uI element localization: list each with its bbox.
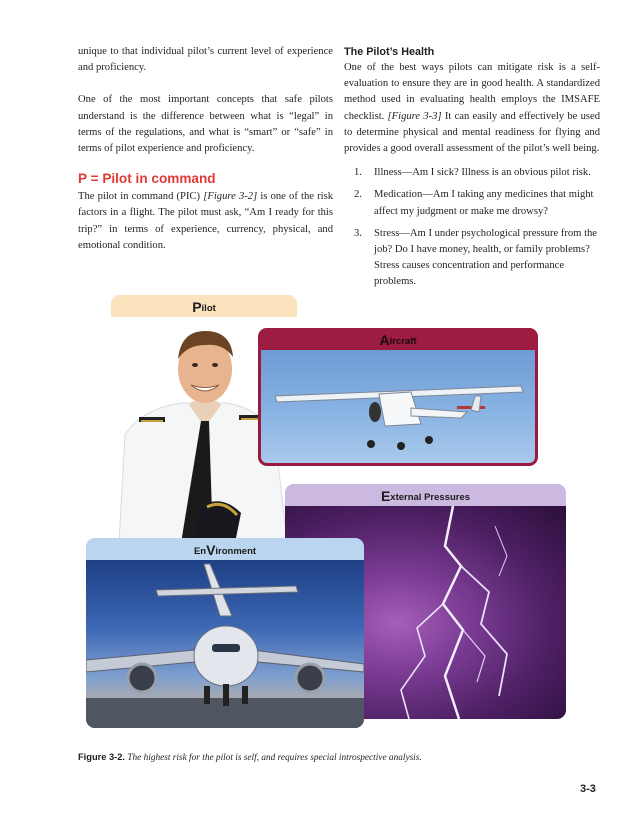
left-column bbox=[78, 44, 333, 254]
section-heading-pilot-in-command: P = Pilot in command bbox=[78, 171, 216, 187]
list-number: 2. bbox=[354, 189, 362, 201]
figure-caption-text: The highest risk for the pilot is self, and requires special introspective analysis. bbox=[125, 753, 422, 763]
paragraph: unique to that individual pilot’s current level of experience and proficiency. bbox=[78, 46, 333, 74]
list-item-text: Illness—Am I sick? Illness is an obvious pilot risk. bbox=[374, 167, 591, 179]
list-item bbox=[344, 165, 600, 181]
panel-label-pilot: P ilot bbox=[111, 295, 297, 317]
list-item-text: Medication—Am I taking any medicines that might affect my judgment or make me drowsy? bbox=[374, 189, 594, 217]
airliner-photo bbox=[86, 560, 364, 728]
figure-panel-aircraft bbox=[258, 328, 538, 466]
panel-label-aircraft: A ircraft bbox=[258, 328, 538, 350]
figure-reference: [Figure 3-3] bbox=[387, 110, 442, 122]
paragraph bbox=[78, 92, 333, 157]
imsafe-list bbox=[344, 165, 600, 290]
figure-panel-environment bbox=[86, 538, 364, 728]
list-number: 1. bbox=[354, 167, 362, 179]
paragraph-text: The pilot in command (PIC) bbox=[78, 191, 204, 203]
panel-label-environment: En V ironment bbox=[86, 538, 364, 560]
aircraft-photo bbox=[261, 350, 535, 463]
list-item bbox=[344, 187, 600, 219]
paragraph bbox=[78, 189, 333, 254]
figure-caption-label: Figure 3-2. bbox=[78, 752, 126, 762]
list-number: 3. bbox=[354, 227, 362, 239]
list-item bbox=[344, 226, 600, 291]
right-column bbox=[344, 44, 600, 297]
paragraph-text: One of the best ways pilots can mitigate risk is a self-evaluation to ensure they are in good health. A standardized method used in evaluating health employs the IMSAFE checklist. bbox=[344, 62, 600, 122]
airliner-illustration bbox=[86, 560, 364, 728]
paragraph-text: is one of the risk factors in a flight. The pilot must ask, “Am I ready for this trip?” in terms of experience, currency, physical, and emotional condition. bbox=[78, 191, 333, 251]
list-item-text: Stress—Am I under psychological pressure from the job? Do I have money, health, or family problems? Stress causes concentration and performance problems. bbox=[374, 227, 598, 288]
panel-label-external-pressures: E xternal Pressures bbox=[285, 484, 566, 506]
cessna-illustration bbox=[261, 350, 535, 463]
paragraph-text: It can easily and effectively be used to determine physical and mental readiness for flying and provides a good overall assessment of the pilot’s well being. bbox=[344, 110, 600, 155]
section-heading-pilots-health: The Pilot’s Health bbox=[344, 46, 435, 58]
figure-reference: [Figure 3-2] bbox=[203, 191, 258, 203]
paragraph bbox=[344, 60, 600, 157]
page-number: 3-3 bbox=[580, 783, 596, 795]
figure-caption bbox=[78, 751, 558, 764]
paragraph-text: One of the most important concepts that safe pilots understand is the difference between what is “legal” in terms of the regulations, and what is “smart” or “safe” in terms of pilot experience and proficiency. bbox=[78, 94, 333, 155]
